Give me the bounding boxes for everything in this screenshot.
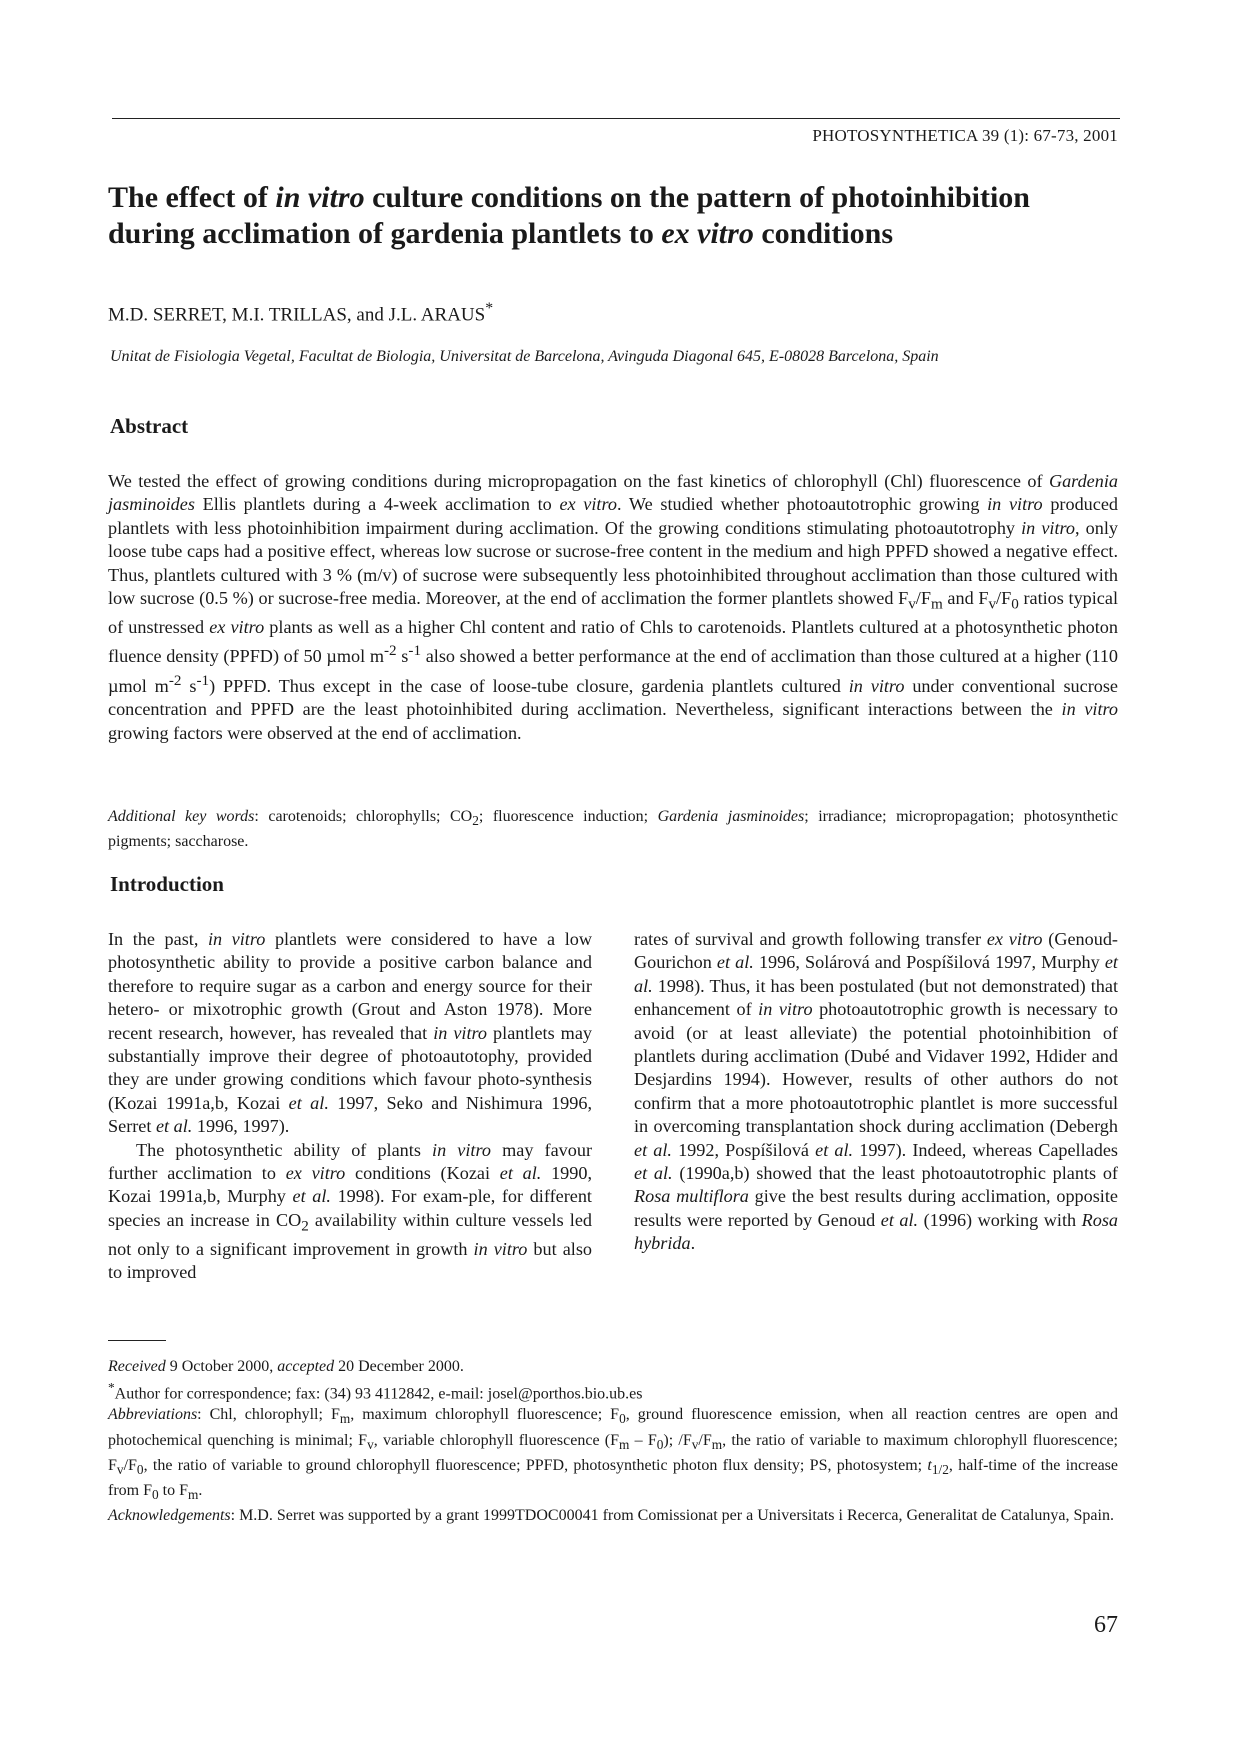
body-text: rates of survival and growth following transfer — [634, 929, 987, 949]
footnote-text: , variable chlorophyll fluorescence (F — [373, 1431, 619, 1449]
footnote-text: ); /F — [663, 1431, 692, 1449]
body-text: The photosynthetic ability of plants — [136, 1139, 433, 1160]
abbreviations-note — [108, 1404, 1118, 1505]
abstract-text: and F — [942, 588, 989, 609]
accepted-label: accepted — [277, 1358, 335, 1375]
subscript: m — [619, 1436, 630, 1452]
abstract-text: produced plantlets with less photoinhibition impairment during acclimation. Of the growing conditions stimulating photoautotrophy — [108, 494, 1119, 538]
subscript: 0 — [136, 1461, 144, 1477]
footnote-text: 20 December 2000. — [334, 1358, 464, 1375]
corresponding-author-mark: * — [108, 1380, 115, 1395]
subscript: v — [908, 595, 916, 613]
body-text: 1997, Seko and Nishimura 1996, Serret — [108, 1092, 593, 1137]
subscript: 0 — [619, 1411, 626, 1427]
body-italic: in vitro — [758, 999, 813, 1020]
abstract-text: ratios typical of unstressed — [108, 588, 1119, 638]
subscript: 2 — [301, 1217, 309, 1235]
key-words — [108, 806, 1118, 852]
article-title — [108, 180, 1118, 252]
footnote-text: , maximum chlorophyll fluorescence; F — [350, 1406, 620, 1424]
key-words-text: ; irradiance; micropropagation; photosynthetic pigments; saccharose. — [108, 808, 1118, 851]
key-words-text: : carotenoids; chlorophylls; CO — [254, 808, 473, 825]
received-label: Received — [108, 1358, 166, 1375]
corresponding-author-mark: * — [485, 300, 494, 317]
abstract-text: s — [396, 646, 409, 667]
body-italic: et al. — [288, 1092, 329, 1113]
header-rule — [112, 118, 1120, 119]
author-list — [108, 300, 493, 326]
body-text: plantlets may substantially improve their degree of photoautotophy, provided they are under growing conditions which favour photo-synthesis (Kozai 1991a,b, Kozai — [108, 1022, 592, 1113]
body-text: 1998). Thus, it has been postulated (but not demonstrated) that enhancement of — [634, 975, 1118, 1020]
abstract-body — [108, 470, 1118, 745]
affiliation: Unitat de Fisiologia Vegetal, Facultat de Biologia, Universitat de Barcelona, Avinguda Diagonal 645, E-08028 Barcelona, Spain — [110, 348, 939, 365]
body-italic: Rosa hybrida — [634, 1209, 1118, 1254]
abstract-italic: Gardenia jasminoides — [108, 471, 1118, 515]
title-italic: ex vitro — [661, 217, 754, 250]
page-number: 67 — [1094, 1612, 1118, 1638]
superscript: -1 — [408, 642, 422, 660]
key-words-label: Additional key words — [108, 808, 255, 825]
key-words-text: ; fluorescence induction; — [478, 808, 658, 825]
body-text: conditions (Kozai — [345, 1163, 500, 1184]
body-text: 1996, Solárová and Pospíšilová 1997, Murphy — [753, 952, 1105, 973]
title-text: conditions — [753, 217, 894, 250]
subscript: m — [188, 1487, 199, 1503]
abstract-text: plants as well as a higher Chl content and ratio of Chls to carotenoids. Plantlets cultured at a photosynthetic photon fluence density (PPFD) of 50 µmol m — [108, 617, 1118, 667]
body-italic: et al. — [716, 952, 754, 973]
body-text: availability within culture vessels led not only to a significant improvement in growth — [108, 1209, 593, 1259]
superscript: -2 — [168, 671, 182, 689]
abstract-italic: ex vitro — [209, 617, 265, 638]
footnote-text: : M.D. Serret was supported by a grant 1999TDOC00041 from Comissionat per a Universitats i Recerca, Generalitat de Catalunya, Spain. — [230, 1507, 1114, 1525]
subscript: v — [691, 1436, 699, 1452]
acknowledgements-note — [108, 1505, 1118, 1526]
abstract-italic: in vitro — [1021, 517, 1076, 538]
body-text: (1996) working with — [918, 1209, 1082, 1230]
body-italic: in vitro — [207, 929, 266, 949]
body-text: . — [690, 1233, 696, 1254]
abstract-italic: in vitro — [1061, 699, 1118, 720]
body-italic: et al. — [634, 1163, 673, 1184]
title-text: culture conditions on the pattern of photoinhibition during acclimation of gardenia plantlets to — [108, 181, 1030, 250]
subscript: 0 — [656, 1436, 664, 1452]
body-text: photoautotrophic growth is necessary to avoid (or at least alleviate) the potential photoinhibition of plantlets during acclimation (Dubé and Vidaver 1992, Hdider and Desjardins 1994). However, results of other authors do not confirm that a more photoautotrophic plantlet is more successful in overcoming transplantation shock during acclimation (Debergh — [634, 999, 1118, 1137]
abstract-text: Ellis plantlets during a 4-week acclimation to — [194, 494, 560, 515]
body-italic: et al. — [634, 1139, 672, 1160]
title-italic: in vitro — [275, 181, 365, 214]
body-italic: in vitro — [432, 1139, 491, 1160]
abstract-italic: in vitro — [987, 494, 1043, 515]
abstract-text: also showed a better performance at the end of acclimation than those cultured at a higher (110 µmol m — [108, 646, 1119, 697]
footnote-text: Author for correspondence; fax: (34) 93 4112842, e-mail: josel@porthos.bio.ub.es — [114, 1385, 643, 1403]
footnote-text: , half-time of the increase from F — [108, 1456, 1119, 1499]
key-words-italic: Gardenia jasminoides — [657, 808, 805, 825]
body-italic: Rosa multiflora — [634, 1186, 749, 1207]
body-text: but also to improved — [108, 1238, 592, 1283]
footnote-text: to F — [158, 1481, 189, 1499]
correspondence-note — [108, 1377, 1118, 1404]
introduction-right-column — [634, 928, 1118, 1256]
body-italic: et al. — [155, 1116, 193, 1137]
body-text: 1996, 1997). — [192, 1116, 290, 1137]
footnote-text: , ground fluorescence emission, when all reaction centres are open and photochemical quenching is minimal; F — [108, 1406, 1119, 1449]
body-text: may favour further acclimation to — [108, 1139, 593, 1184]
footnote-text: , the ratio of variable to ground chlorophyll fluorescence; PPFD, photosynthetic photon flux density; PS, photosystem; — [143, 1456, 928, 1474]
abstract-text: /F — [915, 588, 931, 609]
body-italic: ex vitro — [285, 1163, 346, 1184]
abstract-text: , only loose tube caps had a positive effect, whereas low sucrose or sucrose-free content in the medium and high PPFD showed a negative effect. Thus, plantlets cultured with 3 % (m/v) of sucrose were subsequently less photoinhibited throughout acclimation than those cultured with low sucrose (0.5 %) or sucrose-free media. Moreover, at the end of acclimation the former plantlets showed F — [108, 517, 1118, 609]
body-text: (1990a,b) showed that the least photoautotrophic plants of — [672, 1163, 1118, 1184]
body-text: plantlets were considered to have a low photosynthetic ability to provide a positive carbon balance and therefore to require sugar as a carbon and energy source for their hetero- or mixotrophic growth (Grout and Aston 1978). More recent research, however, has revealed that — [108, 929, 592, 1043]
introduction-left-column — [108, 928, 592, 1285]
footnote-text: 9 October 2000, — [165, 1358, 278, 1375]
body-text: (Genoud-Gourichon — [634, 929, 1118, 973]
footnote-text: /F — [698, 1431, 712, 1449]
body-text: 1992, Pospíšilová — [671, 1139, 816, 1160]
body-italic: et al. — [815, 1139, 854, 1160]
subscript: m — [930, 595, 943, 613]
introduction-heading: Introduction — [110, 872, 224, 896]
body-italic: et al. — [634, 952, 1118, 996]
body-italic: in vitro — [433, 1022, 488, 1043]
subscript: 2 — [472, 813, 479, 829]
body-text: 1990, Kozai 1991a,b, Murphy — [108, 1163, 593, 1207]
subscript: 0 — [152, 1487, 159, 1503]
subscript: v — [116, 1461, 124, 1477]
paragraph — [108, 1139, 592, 1285]
body-text: 1997). Indeed, whereas Capellades — [853, 1139, 1118, 1160]
abstract-heading: Abstract — [110, 414, 189, 438]
abstract-text: /F — [996, 588, 1012, 609]
abstract-text: under conventional sucrose concentration and PPFD are the least photoinhibited during acclimation. Nevertheless, significant interactions between the — [108, 676, 1119, 720]
abstract-text: . We studied whether photoautotrophic growing — [616, 494, 988, 515]
subscript: 1/2 — [931, 1461, 949, 1477]
footnote-text: /F — [123, 1456, 137, 1474]
footnote-italic: t — [927, 1456, 932, 1474]
footnotes — [108, 1356, 1118, 1526]
body-italic: et al. — [292, 1186, 331, 1207]
superscript: -1 — [196, 671, 210, 689]
subscript: m — [339, 1411, 351, 1427]
title-text: The effect of — [108, 181, 276, 214]
body-italic: et al. — [499, 1163, 542, 1184]
body-italic: in vitro — [473, 1238, 528, 1259]
abstract-italic: in vitro — [848, 676, 905, 697]
body-italic: ex vitro — [986, 929, 1043, 949]
superscript: -2 — [383, 642, 397, 660]
subscript: v — [367, 1436, 374, 1452]
footnote-rule — [108, 1340, 166, 1341]
footnote-text: – F — [629, 1431, 657, 1449]
abbreviations-label: Abbreviations — [108, 1406, 198, 1424]
abstract-text: s — [181, 676, 197, 697]
footnote-text: . — [198, 1481, 203, 1499]
body-text: give the best results during acclimation, opposite results were reported by Genoud — [634, 1186, 1118, 1230]
journal-reference: PHOTOSYNTHETICA 39 (1): 67-73, 2001 — [812, 126, 1118, 145]
subscript: m — [711, 1436, 723, 1452]
footnote-text: : Chl, chlorophyll; F — [197, 1406, 340, 1424]
body-text: 1998). For exam-ple, for different species an increase in CO — [108, 1186, 592, 1230]
subscript: 0 — [1011, 595, 1019, 613]
body-text: In the past, — [108, 929, 208, 949]
footnote-text: , the ratio of variable to maximum chlorophyll fluorescence; F — [108, 1431, 1118, 1474]
paragraph — [108, 928, 592, 1139]
received-note — [108, 1356, 1118, 1377]
abstract-text: growing factors were observed at the end of acclimation. — [108, 722, 522, 743]
authors-text: M.D. SERRET, M.I. TRILLAS, and J.L. ARAUS — [108, 304, 486, 326]
abstract-text: ) PPFD. Thus except in the case of loose-tube closure, gardenia plantlets cultured — [209, 676, 849, 697]
paragraph — [634, 928, 1118, 1256]
subscript: v — [988, 595, 997, 613]
abstract-italic: ex vitro — [559, 494, 617, 515]
abstract-text: We tested the effect of growing conditions during micropropagation on the fast kinetics of chlorophyll (Chl) fluorescence of — [108, 471, 1049, 491]
acknowledgements-label: Acknowledgements — [108, 1507, 231, 1525]
body-italic: et al. — [880, 1209, 919, 1230]
